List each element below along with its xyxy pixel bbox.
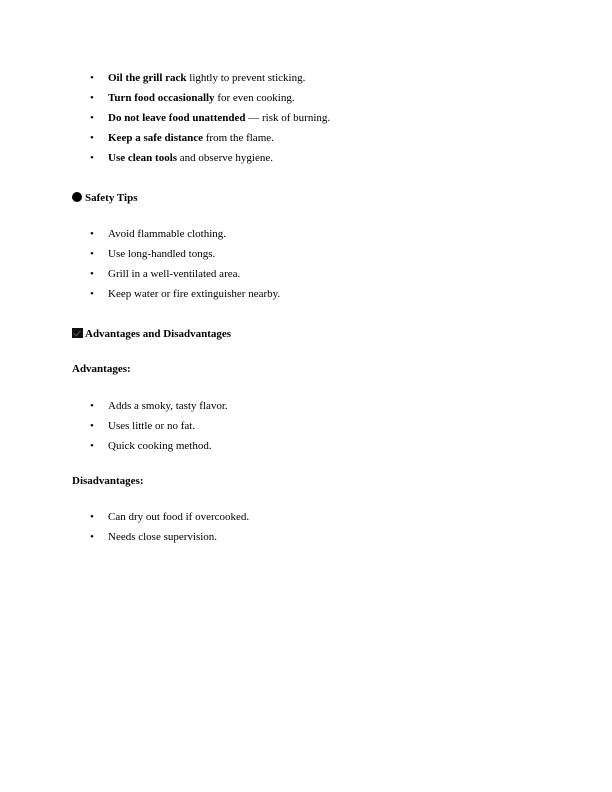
grilling-tips-list [90, 68, 330, 168]
list-item [90, 396, 228, 416]
bullet: • [90, 112, 94, 124]
list-item [90, 284, 280, 304]
list-item [90, 244, 280, 264]
list-item [90, 88, 330, 108]
item-text: Needs close supervision. [108, 531, 218, 543]
list-item [90, 507, 249, 527]
item-text: Adds a smoky, tasty flavor. [108, 400, 228, 412]
bold-text: Do not leave food unattended [108, 112, 246, 124]
item-text: Uses little or no fat. [108, 420, 196, 432]
adv-disadv-heading [72, 327, 231, 341]
bullet: • [90, 440, 94, 452]
bullet: • [90, 511, 94, 523]
item-text: and observe hygiene. [177, 152, 273, 164]
bullet: • [90, 288, 94, 300]
check-box-icon [72, 328, 83, 338]
disadvantages-list [90, 507, 249, 547]
list-item [90, 68, 330, 88]
item-text: for even cooking. [214, 92, 295, 104]
bold-text: Turn food occasionally [108, 92, 215, 104]
bullet: • [90, 132, 94, 144]
item-text: — risk of burning. [245, 112, 331, 124]
list-item [90, 148, 330, 168]
list-item [90, 436, 228, 456]
bold-text: Use clean tools [108, 152, 178, 164]
advantages-list [90, 396, 228, 456]
item-text: Grill in a well-ventilated area. [108, 268, 241, 280]
list-item [90, 527, 249, 547]
bullet: • [90, 92, 94, 104]
safety-tips-list [90, 224, 280, 304]
item-text: Use long-handled tongs. [108, 248, 216, 260]
list-item [90, 108, 330, 128]
advantages-label: Advantages: [72, 363, 131, 375]
bullet: • [90, 248, 94, 260]
bullet: • [90, 72, 94, 84]
item-text: lightly to prevent sticking. [186, 72, 306, 84]
heading-text: Safety Tips [85, 192, 138, 204]
bullet: • [90, 420, 94, 432]
heading-text: Advantages and Disadvantages [85, 328, 232, 340]
list-item [90, 264, 280, 284]
item-text: Quick cooking method. [108, 440, 212, 452]
black-circle-icon [72, 192, 82, 202]
item-text: Keep water or fire extinguisher nearby. [108, 288, 281, 300]
bullet: • [90, 228, 94, 240]
bullet: • [90, 400, 94, 412]
bullet: • [90, 268, 94, 280]
item-text: Avoid flammable clothing. [108, 228, 227, 240]
safety-tips-heading [72, 191, 137, 205]
list-item [90, 128, 330, 148]
disadvantages-label: Disadvantages: [72, 475, 144, 487]
list-item [90, 416, 228, 436]
bullet: • [90, 531, 94, 543]
bold-text: Oil the grill rack [108, 72, 187, 84]
list-item [90, 224, 280, 244]
bold-text: Keep a safe distance [108, 132, 204, 144]
bullet: • [90, 152, 94, 164]
item-text: Can dry out food if overcooked. [108, 511, 250, 523]
item-text: from the flame. [203, 132, 274, 144]
